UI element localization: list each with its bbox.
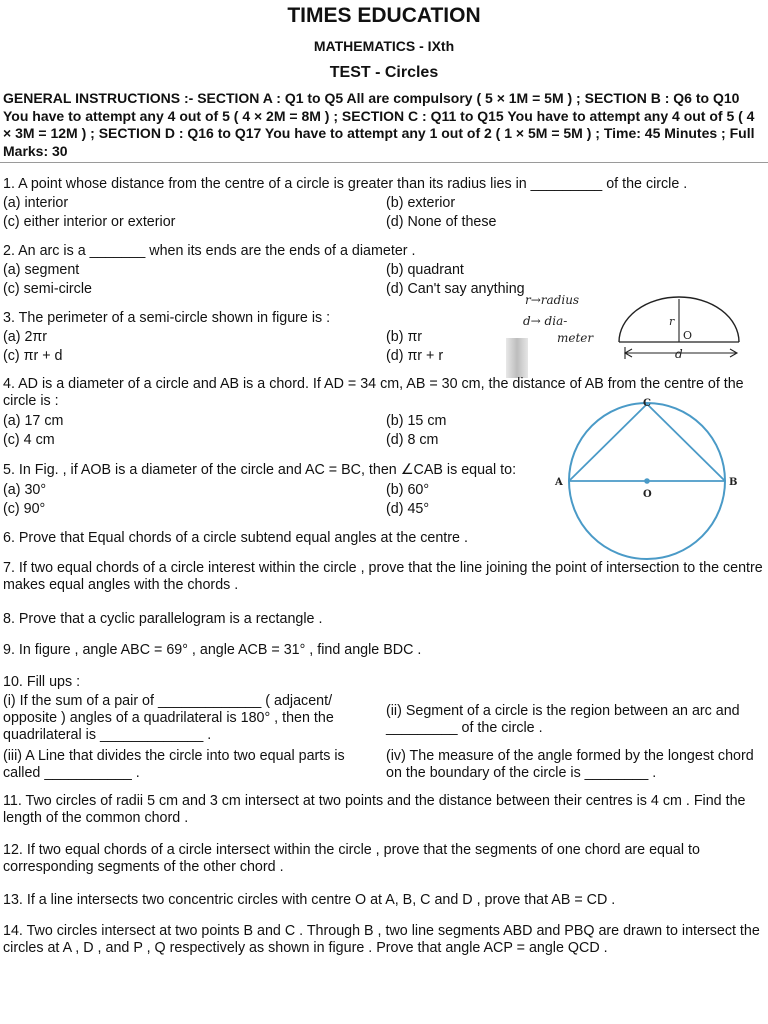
q7-text: 7. If two equal chords of a circle interest within the circle , prove that the line joining the point of intersection to the centre makes equal angles with the chords . [3,560,763,593]
label-c: C [643,398,651,409]
q3-figure [505,287,765,377]
q1-option-c: (c) either interior or exterior [3,214,176,230]
q2-text: 2. An arc is a _______ when its ends are the ends of a diameter . [3,243,416,259]
general-instructions: GENERAL INSTRUCTIONS :- SECTION A : Q1 to Q5 All are compulsory ( 5 × 1M = 5M ) ; SECTION B : Q6 to Q10 You have to attempt any 4 out of 5 ( 4 × 2M = 8M ) ; SECTION C : Q11 to Q15 You have to attempt any 4 out of 5 ( 4 × 3M = 12M ) ; SECTION D : Q16 to Q17 You have to attempt any 1 out of 2 ( 1 × 5M = 5M ) ; Time: 45 Minutes ; Full Marks: 30 [3,90,755,159]
q2-option-d: (d) Can't say anything [386,281,525,297]
q10-part-iii: (iii) A Line that divides the circle into two equal parts is called ___________ . [3,748,345,781]
q4-option-a: (a) 17 cm [3,413,64,429]
q3-note-meter: meter [557,331,594,345]
q6-text: 6. Prove that Equal chords of a circle subtend equal angles at the centre . [3,530,468,546]
q3-option-c: (c) πr + d [3,348,63,364]
label-a: A [555,477,563,488]
q2-option-c: (c) semi-circle [3,281,92,297]
q4-option-c: (c) 4 cm [3,432,55,448]
q1-option-d: (d) None of these [386,214,497,230]
divider [0,162,768,163]
test-title: TEST - Circles [329,64,439,81]
q10-part-iv: (iv) The measure of the angle formed by the longest chord on the boundary of the circle is ________ . [386,748,754,781]
q10-part-i: (i) If the sum of a pair of _____________ ( adjacent/ opposite ) angles of a quadrilateral is 180° , then the quadrilateral is _____________ . [3,693,334,743]
q10-part-ii: (ii) Segment of a circle is the region between an arc and _________ of the circle . [386,703,740,736]
q11-text: 11. Two circles of radii 5 cm and 3 cm intersect at two points and the distance between their centres is 4 cm . Find the length of the common chord . [3,793,746,826]
q3-option-a: (a) 2πr [3,329,48,345]
q8-text: 8. Prove that a cyclic parallelogram is a rectangle . [3,611,323,627]
semicircle-d-label: d [675,347,683,361]
q5-option-b: (b) 60° [386,482,430,498]
q2-option-a: (a) segment [3,262,80,278]
centre-point [644,478,650,484]
q4-text: 4. AD is a diameter of a circle and AB is a chord. If AD = 34 cm, AB = 30 cm, the distance of AB from the centre of the circle is : [3,376,744,409]
q3-note-diameter: d→ dia- [523,314,568,328]
q5-figure [548,394,768,566]
q3-option-b: (b) πr [386,329,423,345]
q10-title: 10. Fill ups : [3,674,81,690]
q1-text: 1. A point whose distance from the centre of a circle is greater than its radius lies in _________ of the circle . [3,176,688,192]
chord-ac [569,404,647,481]
q2-option-b: (b) quadrant [386,262,464,278]
q1-option-b: (b) exterior [386,195,456,211]
q4-option-d: (d) 8 cm [386,432,439,448]
q5-option-d: (d) 45° [386,501,430,517]
label-b: B [729,477,738,488]
q4-option-b: (b) 15 cm [386,413,447,429]
semicircle-o-label: O [683,329,693,342]
school-title: TIMES EDUCATION [287,4,481,27]
chord-bc [647,404,725,481]
q3-option-d: (d) πr + r [386,348,444,364]
subject-title: MATHEMATICS - IXth [313,38,455,54]
q1-option-a: (a) interior [3,195,69,211]
q13-text: 13. If a line intersects two concentric circles with centre O at A, B, C and D , prove that AB = CD . [3,892,616,908]
label-o: O [643,489,652,500]
semicircle-r-label: r [669,315,675,328]
q14-text: 14. Two circles intersect at two points B and C . Through B , two line segments ABD and PBQ are drawn to intersect the circles at A , D , and P , Q respectively as shown in figure . Prove that angle ACP = angle QCD . [3,923,760,956]
q3-note-radius: r→radius [525,293,580,307]
q5-option-a: (a) 30° [3,482,47,498]
q5-text: 5. In Fig. , if AOB is a diameter of the circle and AC = BC, then ∠CAB is equal to: [3,462,517,478]
q3-text: 3. The perimeter of a semi-circle shown in figure is : [3,310,331,326]
q12-text: 12. If two equal chords of a circle intersect within the circle , prove that the segments of one chord are equal to corresponding segments of the other chord . [3,842,700,875]
q9-text: 9. In figure , angle ABC = 69° , angle ACB = 31° , find angle BDC . [3,642,422,658]
q5-option-c: (c) 90° [3,501,46,517]
